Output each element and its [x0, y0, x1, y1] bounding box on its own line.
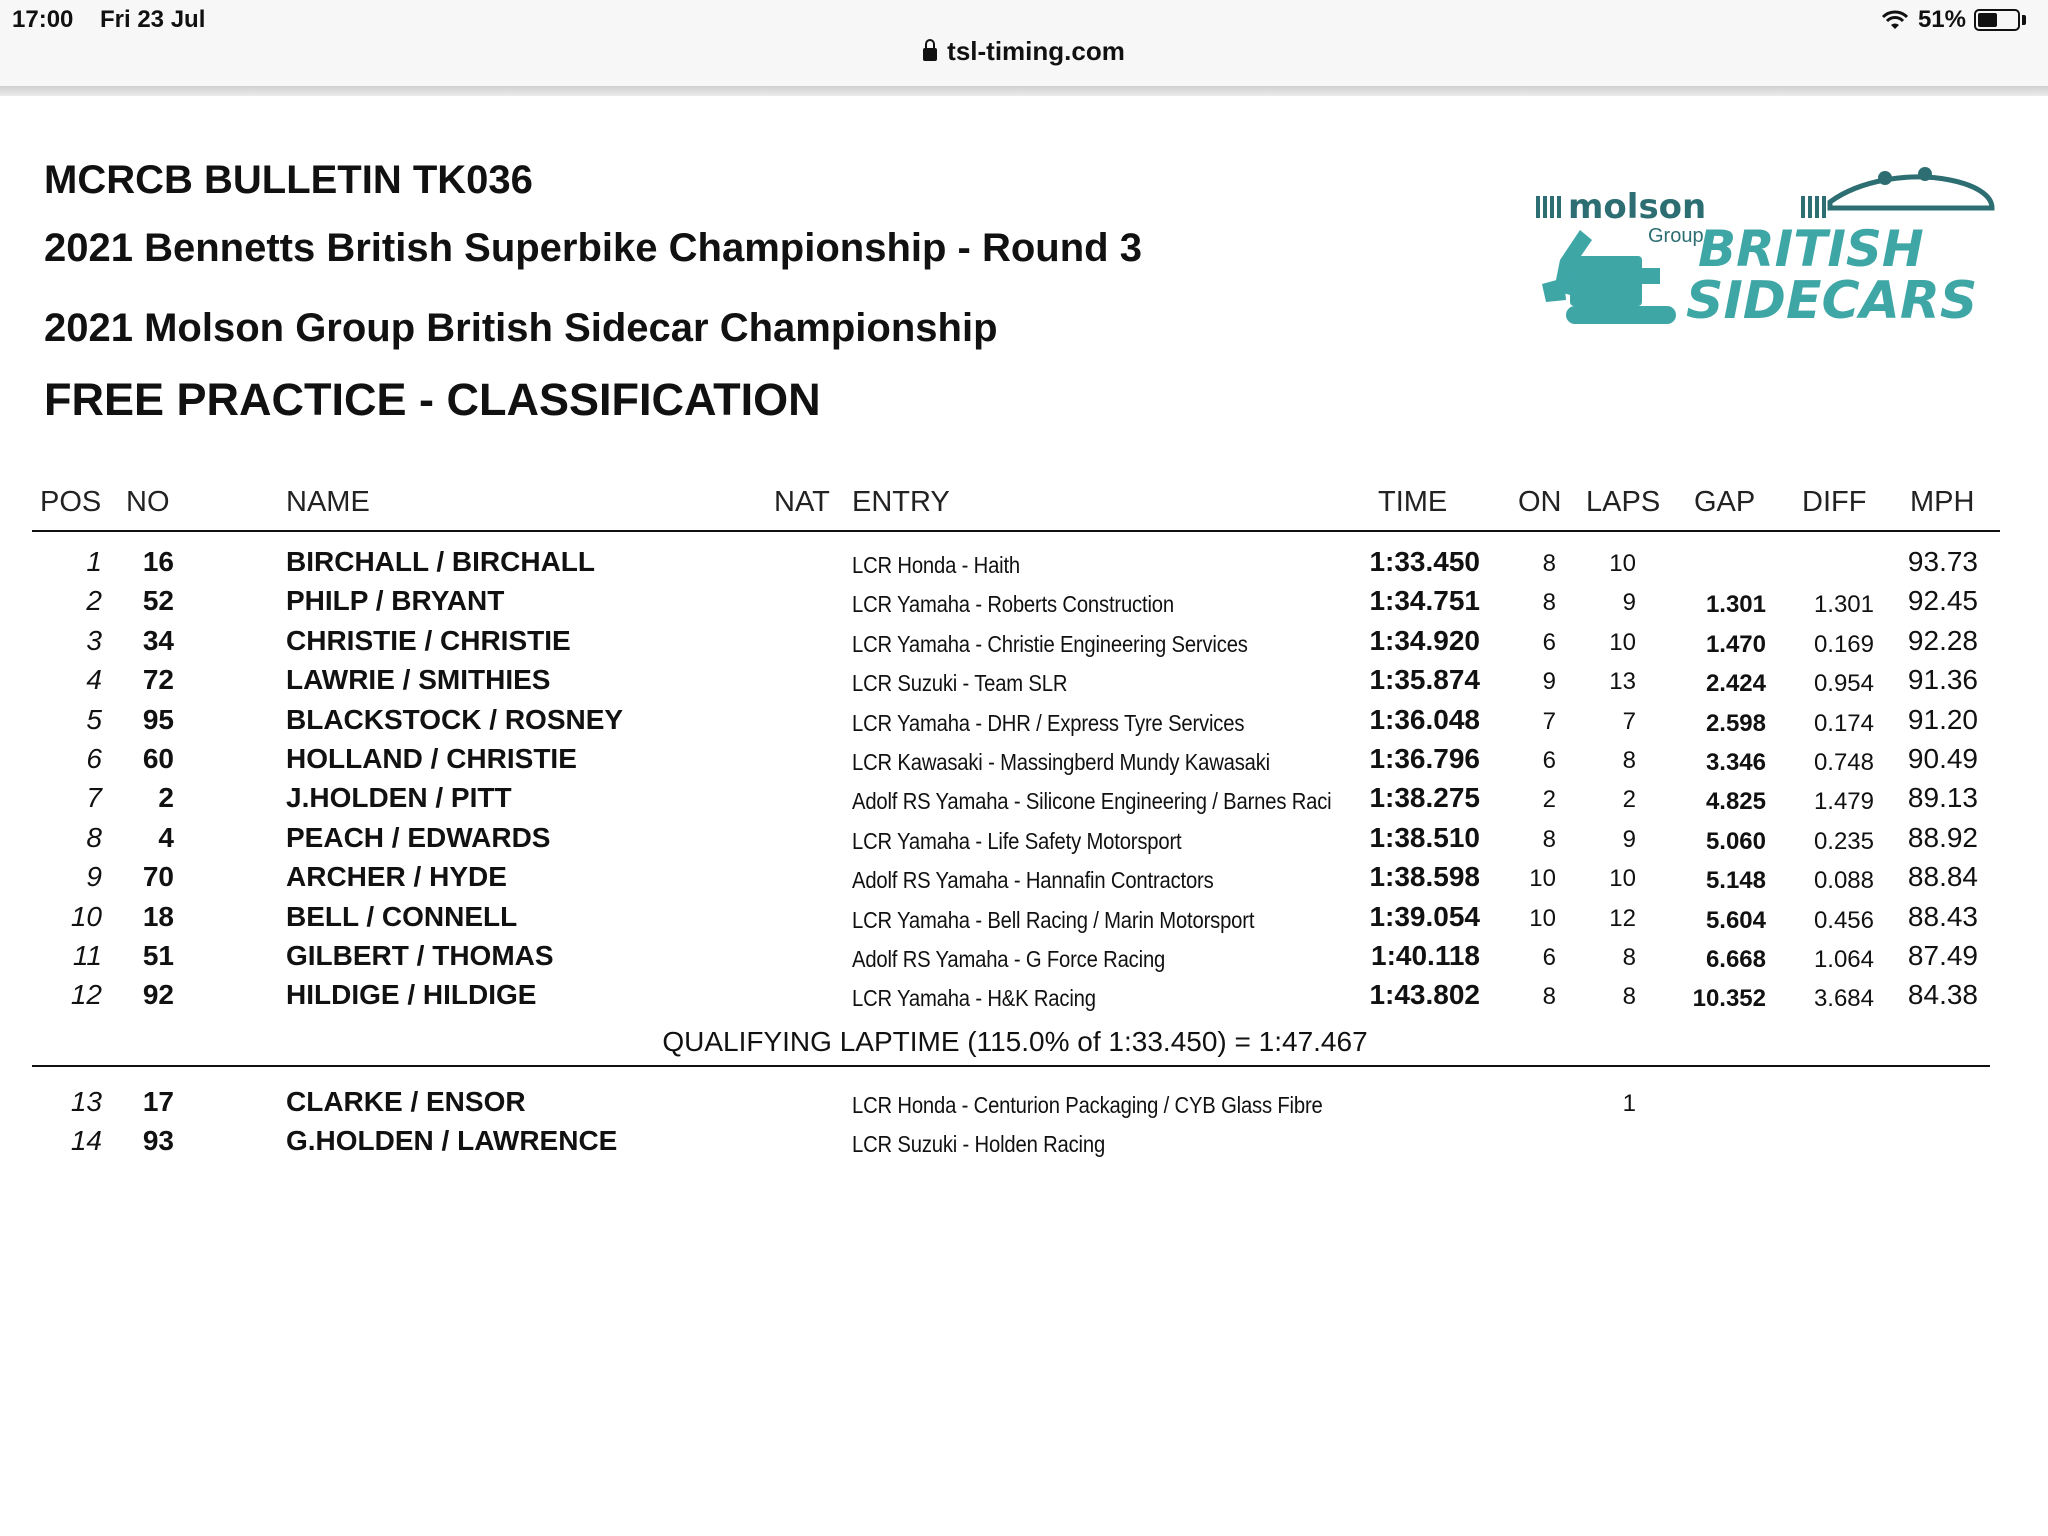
cell-gap: 1.301 — [1705, 591, 1766, 619]
logo-group-text: Group — [1648, 225, 1704, 247]
col-mph: MPH — [1910, 486, 1975, 518]
col-name: NAME — [286, 486, 370, 518]
cell-laps: 12 — [1609, 904, 1636, 932]
cell-no: 2 — [158, 782, 174, 814]
cell-on: 6 — [1542, 944, 1556, 971]
cell-entry: LCR Suzuki - Team SLR — [852, 670, 1068, 697]
col-time: TIME — [1378, 486, 1448, 518]
cell-time: 1:43.802 — [1369, 979, 1480, 1011]
cell-name: BELL / CONNELL — [286, 900, 518, 932]
cell-pos: 6 — [86, 743, 102, 774]
championship-title: 2021 Molson Group British Sidecar Championship — [44, 306, 998, 350]
cell-entry: Adolf RS Yamaha - Silicone Engineering / Barnes Raci — [852, 788, 1332, 815]
cell-pos: 10 — [70, 900, 102, 932]
cell-mph: 88.43 — [1907, 900, 1978, 932]
table-row — [0, 625, 2048, 665]
cell-name: CHRISTIE / CHRISTIE — [286, 624, 571, 656]
cell-entry: LCR Yamaha - H&K Racing — [852, 985, 1096, 1012]
status-bar — [0, 0, 2048, 92]
table-row — [0, 901, 2048, 941]
cell-on: 10 — [1529, 865, 1556, 893]
cell-entry: LCR Suzuki - Holden Racing — [852, 1131, 1106, 1158]
cell-gap: 10.352 — [1692, 985, 1766, 1013]
logo-british-text: BRITISH — [1698, 220, 1924, 278]
cell-gap: 5.060 — [1705, 827, 1766, 855]
cell-gap: 2.598 — [1705, 709, 1766, 737]
cell-time: 1:35.874 — [1369, 664, 1480, 696]
lock-icon — [923, 48, 937, 61]
logo-sidecars-text: SIDECARS — [1686, 271, 1978, 330]
cell-laps: 7 — [1622, 707, 1636, 735]
cell-entry: LCR Honda - Haith — [852, 552, 1021, 578]
cell-on: 10 — [1529, 904, 1556, 932]
cell-name: HOLLAND / CHRISTIE — [286, 743, 577, 774]
cell-entry: LCR Yamaha - DHR / Express Tyre Services — [852, 709, 1245, 736]
cell-mph: 91.36 — [1907, 664, 1978, 696]
cell-pos: 7 — [86, 782, 102, 814]
cell-time: 1:38.510 — [1369, 821, 1480, 853]
cell-time: 1:38.598 — [1369, 861, 1480, 893]
cell-diff: 0.235 — [1813, 827, 1874, 855]
cell-name: G.HOLDEN / LAWRENCE — [286, 1125, 618, 1157]
cell-on: 8 — [1542, 550, 1556, 577]
status-time: 17:00 — [12, 6, 74, 33]
cell-pos: 4 — [86, 664, 102, 696]
cell-laps: 1 — [1622, 1090, 1636, 1117]
cell-no: 92 — [142, 979, 174, 1011]
cell-no: 16 — [142, 546, 174, 577]
cell-pos: 11 — [72, 940, 102, 971]
cell-diff: 0.954 — [1813, 670, 1874, 698]
table-row — [0, 861, 2048, 901]
cell-laps: 10 — [1609, 550, 1636, 577]
cell-time: 1:38.275 — [1369, 782, 1480, 814]
cell-diff: 0.169 — [1813, 630, 1874, 658]
cell-no: 52 — [142, 585, 174, 617]
table-row — [0, 743, 2048, 783]
cell-mph: 89.13 — [1907, 782, 1978, 814]
col-entry: ENTRY — [852, 486, 950, 518]
cell-entry: LCR Yamaha - Christie Engineering Services — [852, 630, 1248, 657]
cell-entry: Adolf RS Yamaha - G Force Racing — [852, 946, 1166, 972]
cell-on: 6 — [1542, 747, 1556, 774]
cell-entry: LCR Kawasaki - Massingberd Mundy Kawasaki — [852, 749, 1271, 775]
molson-british-sidecars-logo — [1530, 160, 2000, 330]
cell-laps: 9 — [1622, 589, 1636, 617]
cell-diff: 1.479 — [1813, 788, 1874, 816]
event-title: 2021 Bennetts British Superbike Championship - Round 3 — [44, 226, 1142, 270]
cell-time: 1:33.450 — [1369, 546, 1480, 577]
cell-name: BIRCHALL / BIRCHALL — [286, 546, 596, 577]
cell-on: 7 — [1542, 707, 1556, 735]
cell-diff: 1.301 — [1813, 591, 1874, 619]
cell-no: 70 — [142, 861, 174, 893]
cell-mph: 92.45 — [1907, 585, 1978, 617]
cell-laps: 8 — [1622, 747, 1636, 774]
cell-pos: 9 — [86, 861, 102, 893]
qualifying-laptime-note: QUALIFYING LAPTIME (115.0% of 1:33.450) = 1:47.467 — [662, 1026, 1368, 1057]
cell-mph: 88.84 — [1907, 861, 1978, 893]
cell-pos: 3 — [86, 624, 102, 656]
cell-name: CLARKE / ENSOR — [286, 1086, 526, 1117]
header-rule — [32, 530, 2000, 532]
cell-pos: 13 — [70, 1086, 102, 1117]
cell-laps: 13 — [1609, 668, 1636, 696]
cell-diff: 1.064 — [1813, 946, 1874, 973]
sidecar-outline — [1830, 177, 1992, 208]
bulletin-title: MCRCB BULLETIN TK036 — [44, 158, 533, 202]
table-row — [0, 1125, 2048, 1165]
cell-time: 1:34.751 — [1369, 585, 1480, 617]
cell-name: BLACKSTOCK / ROSNEY — [286, 703, 624, 735]
cell-pos: 12 — [70, 979, 102, 1011]
battery-nub — [2022, 15, 2026, 25]
cell-diff: 0.456 — [1813, 906, 1874, 934]
cell-laps: 8 — [1622, 983, 1636, 1011]
table-row — [0, 704, 2048, 744]
cell-gap: 3.346 — [1705, 749, 1766, 776]
cell-no: 51 — [142, 940, 174, 971]
cell-time: 1:40.118 — [1371, 940, 1480, 971]
cell-pos: 8 — [86, 821, 102, 853]
cell-gap: 5.604 — [1705, 906, 1766, 934]
cell-entry: LCR Yamaha - Life Safety Motorsport — [852, 827, 1182, 854]
cell-time: 1:36.048 — [1369, 703, 1480, 735]
cell-on: 2 — [1542, 786, 1556, 814]
cell-name: PHILP / BRYANT — [286, 585, 505, 617]
table-header — [0, 486, 2048, 526]
cell-pos: 2 — [86, 585, 102, 617]
qualifying-rule — [32, 1065, 1990, 1067]
table-row — [0, 664, 2048, 704]
col-diff: DIFF — [1802, 486, 1867, 518]
cell-no: 34 — [142, 624, 174, 656]
table-row — [0, 1086, 2048, 1126]
cell-laps: 10 — [1609, 628, 1636, 656]
cell-on: 8 — [1542, 983, 1556, 1011]
col-on: ON — [1518, 486, 1562, 518]
table-row — [0, 585, 2048, 625]
cell-entry: Adolf RS Yamaha - Hannafin Contractors — [852, 867, 1214, 894]
cell-name: J.HOLDEN / PITT — [286, 782, 512, 814]
logo-molson-text: molson — [1568, 187, 1707, 227]
table-row — [0, 546, 2048, 586]
cell-no: 93 — [142, 1125, 174, 1157]
cell-mph: 84.38 — [1907, 979, 1978, 1011]
cell-diff: 3.684 — [1813, 985, 1874, 1013]
cell-name: PEACH / EDWARDS — [286, 821, 551, 853]
cell-on: 8 — [1542, 589, 1556, 617]
cell-name: LAWRIE / SMITHIES — [286, 664, 551, 696]
cell-gap: 2.424 — [1705, 670, 1766, 698]
cell-on: 8 — [1542, 825, 1556, 853]
cell-diff: 0.748 — [1813, 749, 1874, 776]
col-laps: LAPS — [1586, 486, 1661, 518]
cell-name: ARCHER / HYDE — [286, 861, 507, 893]
cell-entry: LCR Honda - Centurion Packaging / CYB Glass Fibre — [852, 1092, 1323, 1118]
cell-mph: 93.73 — [1907, 546, 1978, 577]
cell-time: 1:39.054 — [1369, 900, 1480, 932]
cell-no: 95 — [142, 703, 174, 735]
cell-pos: 5 — [86, 703, 102, 735]
cell-no: 4 — [158, 821, 174, 853]
cell-time: 1:36.796 — [1369, 743, 1480, 774]
col-no: NO — [126, 486, 170, 518]
status-date: Fri 23 Jul — [100, 6, 206, 33]
cell-gap: 4.825 — [1705, 788, 1766, 816]
battery-icon — [1974, 9, 2020, 31]
session-title: FREE PRACTICE - CLASSIFICATION — [44, 374, 821, 425]
cell-mph: 87.49 — [1907, 940, 1978, 971]
col-gap: GAP — [1694, 486, 1756, 518]
table-row — [0, 940, 2048, 980]
cell-diff: 0.174 — [1813, 709, 1874, 737]
cell-no: 17 — [142, 1086, 174, 1117]
cell-gap: 1.470 — [1705, 630, 1766, 658]
cell-laps: 9 — [1622, 825, 1636, 853]
cell-gap: 6.668 — [1705, 946, 1766, 973]
cell-laps: 2 — [1622, 786, 1636, 814]
cell-mph: 92.28 — [1907, 624, 1978, 656]
toolbar-divider — [0, 86, 2048, 96]
cell-laps: 10 — [1609, 865, 1636, 893]
wifi-icon — [1880, 9, 1910, 31]
cell-mph: 90.49 — [1907, 743, 1978, 774]
cell-diff: 0.088 — [1813, 867, 1874, 895]
cell-mph: 88.92 — [1907, 821, 1978, 853]
cell-name: HILDIGE / HILDIGE — [286, 979, 537, 1011]
cell-entry: LCR Yamaha - Roberts Construction — [852, 591, 1174, 618]
cell-mph: 91.20 — [1907, 703, 1978, 735]
cell-on: 6 — [1542, 628, 1556, 656]
cell-no: 60 — [142, 743, 174, 774]
address-bar[interactable] — [0, 36, 2048, 67]
cell-name: GILBERT / THOMAS — [286, 940, 554, 971]
col-nat: NAT — [774, 486, 830, 518]
cell-laps: 8 — [1622, 944, 1636, 971]
battery-percent: 51% — [1917, 6, 1966, 33]
cell-entry: LCR Yamaha - Bell Racing / Marin Motorsport — [852, 906, 1255, 933]
col-pos: POS — [40, 486, 102, 518]
table-row — [0, 979, 2048, 1019]
table-row — [0, 782, 2048, 822]
table-row — [0, 822, 2048, 862]
status-indicators — [1880, 6, 2026, 34]
cell-pos: 1 — [86, 546, 102, 577]
cell-pos: 14 — [70, 1125, 102, 1157]
cell-no: 72 — [142, 664, 174, 696]
cell-on: 9 — [1542, 668, 1556, 696]
cell-gap: 5.148 — [1705, 867, 1766, 895]
cell-no: 18 — [142, 900, 174, 932]
cell-time: 1:34.920 — [1369, 624, 1480, 656]
url-text: tsl-timing.com — [947, 36, 1125, 66]
